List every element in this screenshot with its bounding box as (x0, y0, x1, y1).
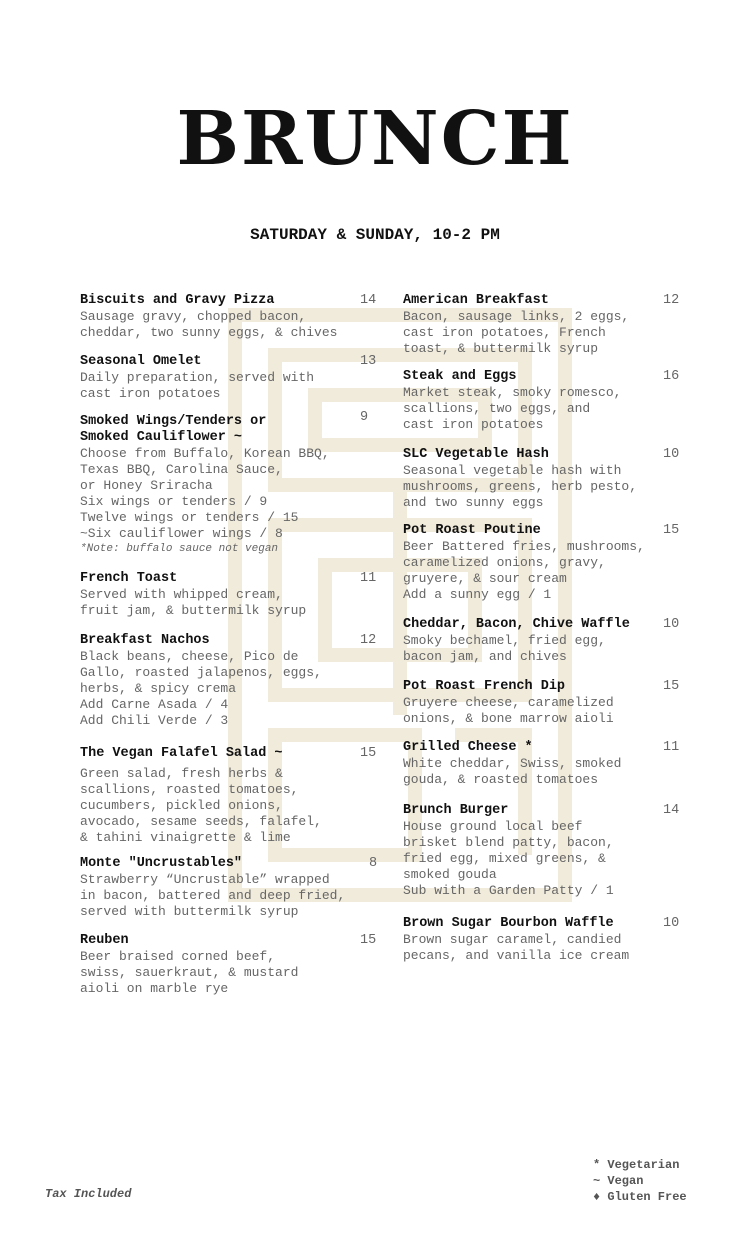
item-price: 9 (360, 410, 369, 425)
item-price: 12 (663, 293, 680, 308)
item-description: Sausage gravy, chopped bacon, (80, 309, 307, 324)
item-name: Cheddar, Bacon, Chive Waffle (403, 617, 630, 632)
tax-note: Tax Included (45, 1187, 132, 1201)
item-name: SLC Vegetable Hash (403, 447, 549, 462)
item-description: bacon jam, and chives (403, 649, 567, 664)
item-description: gouda, & roasted tomatoes (403, 772, 599, 787)
item-price: 10 (663, 617, 680, 632)
item-name: The Vegan Falafel Salad ~ (80, 746, 283, 761)
item-description: House ground local beef (403, 819, 583, 834)
item-name: Pot Roast Poutine (403, 523, 541, 538)
menu-item (403, 369, 683, 433)
menu-item (403, 523, 683, 603)
item-description: Sub with a Garden Patty / 1 (403, 883, 614, 898)
item-description: caramelized onions, gravy, (403, 555, 606, 570)
menu-item (80, 354, 380, 402)
item-price: 10 (663, 916, 680, 931)
item-description: onions, & bone marrow aioli (403, 711, 614, 726)
item-price: 13 (360, 354, 377, 369)
legend-vegetarian: * Vegetarian (593, 1158, 680, 1172)
item-name: American Breakfast (403, 293, 549, 308)
item-description: ~Six cauliflower wings / 8 (80, 526, 283, 541)
menu-item (80, 746, 380, 846)
menu-item (403, 740, 683, 788)
item-description: Add a sunny egg / 1 (403, 587, 552, 602)
item-description: pecans, and vanilla ice cream (403, 948, 630, 963)
menu-title: BRUNCH (176, 96, 574, 182)
item-price: 11 (360, 571, 377, 586)
item-name: Brunch Burger (403, 803, 509, 818)
item-description: cheddar, two sunny eggs, & chives (80, 325, 338, 340)
item-description: Texas BBQ, Carolina Sauce, (80, 462, 283, 477)
item-description: Add Chili Verde / 3 (80, 713, 229, 728)
item-description: Twelve wings or tenders / 15 (80, 510, 299, 525)
item-name: Reuben (80, 933, 129, 948)
item-price: 8 (369, 856, 378, 871)
item-price: 14 (360, 293, 377, 308)
item-description: herbs, & spicy crema (80, 681, 237, 696)
item-name: French Toast (80, 571, 178, 586)
item-description: Smoky bechamel, fried egg, (403, 633, 606, 648)
item-description: Six wings or tenders / 9 (80, 494, 268, 509)
item-description: White cheddar, Swiss, smoked (403, 756, 622, 771)
item-name: Monte "Uncrustables" (80, 856, 243, 871)
item-name: Brown Sugar Bourbon Waffle (403, 916, 614, 931)
item-price: 12 (360, 633, 377, 648)
menu-item (403, 803, 683, 899)
item-description: brisket blend patty, bacon, (403, 835, 614, 850)
menu-item (80, 293, 380, 341)
menu-hours: SATURDAY & SUNDAY, 10-2 PM (250, 226, 500, 244)
item-name: Smoked Wings/Tenders or (80, 414, 267, 429)
item-price: 16 (663, 369, 680, 384)
menu-item (80, 571, 380, 619)
item-description: served with buttermilk syrup (80, 904, 299, 919)
item-description: scallions, roasted tomatoes, (80, 782, 299, 797)
item-description: mushrooms, greens, herb pesto, (403, 479, 638, 494)
item-description: toast, & buttermilk syrup (403, 341, 599, 356)
item-description: smoked gouda (403, 867, 497, 882)
item-price: 15 (360, 746, 377, 761)
item-description: swiss, sauerkraut, & mustard (80, 965, 299, 980)
item-description: cast iron potatoes (80, 386, 221, 401)
item-price: 10 (663, 447, 680, 462)
menu-item (403, 447, 683, 511)
item-description: fried egg, mixed greens, & (403, 851, 606, 866)
item-price: 15 (663, 679, 680, 694)
item-description: Bacon, sausage links, 2 eggs, (403, 309, 630, 324)
item-description: or Honey Sriracha (80, 478, 213, 493)
item-name: Pot Roast French Dip (403, 679, 566, 694)
item-description: Green salad, fresh herbs & (80, 766, 283, 781)
legend-gluten-free: ♦ Gluten Free (593, 1190, 687, 1204)
menu-item (80, 933, 380, 997)
item-description: Daily preparation, served with (80, 370, 315, 385)
item-note: *Note: buffalo sauce not vegan (80, 543, 279, 555)
item-description: Seasonal vegetable hash with (403, 463, 622, 478)
item-name-continued: Smoked Cauliflower ~ (80, 430, 243, 445)
item-description: cucumbers, pickled onions, (80, 798, 283, 813)
item-name: Seasonal Omelet (80, 354, 202, 369)
item-price: 15 (663, 523, 680, 538)
item-name: Biscuits and Gravy Pizza (80, 293, 275, 308)
item-price: 11 (663, 740, 680, 755)
item-name: Steak and Eggs (403, 369, 517, 384)
legend-vegan: ~ Vegan (593, 1174, 644, 1188)
item-description: Add Carne Asada / 4 (80, 697, 229, 712)
menu-item (80, 633, 380, 729)
menu-item (80, 856, 380, 920)
item-description: Strawberry “Uncrustable” wrapped (80, 872, 330, 887)
menu-item (403, 916, 683, 964)
item-description: in bacon, battered and deep fried, (80, 888, 346, 903)
item-description: cast iron potatoes, French (403, 325, 606, 340)
item-description: Choose from Buffalo, Korean BBQ, (80, 446, 330, 461)
menu-item (403, 617, 683, 665)
item-description: Beer braised corned beef, (80, 949, 276, 964)
item-description: Beer Battered fries, mushrooms, (403, 539, 645, 554)
item-name: Grilled Cheese * (403, 740, 533, 755)
item-description: avocado, sesame seeds, falafel, (80, 814, 322, 829)
item-description: Brown sugar caramel, candied (403, 932, 622, 947)
item-description: gruyere, & sour cream (403, 571, 567, 586)
item-description: Gallo, roasted jalapenos, eggs, (80, 665, 322, 680)
item-description: Market steak, smoky romesco, (403, 385, 622, 400)
item-name: Breakfast Nachos (80, 633, 210, 648)
item-description: and two sunny eggs (403, 495, 544, 510)
item-description: Gruyere cheese, caramelized (403, 695, 614, 710)
dietary-legend (593, 1157, 687, 1205)
item-description: & tahini vinaigrette & lime (80, 830, 291, 845)
item-description: scallions, two eggs, and (403, 401, 591, 416)
item-price: 15 (360, 933, 377, 948)
item-description: fruit jam, & buttermilk syrup (80, 603, 307, 618)
menu-item (403, 679, 683, 727)
item-description: Served with whipped cream, (80, 587, 283, 602)
item-description: Black beans, cheese, Pico de (80, 649, 299, 664)
item-description: cast iron potatoes (403, 417, 544, 432)
item-description: aioli on marble rye (80, 981, 229, 996)
menu-item (403, 293, 683, 357)
menu-item (80, 410, 380, 556)
item-price: 14 (663, 803, 680, 818)
